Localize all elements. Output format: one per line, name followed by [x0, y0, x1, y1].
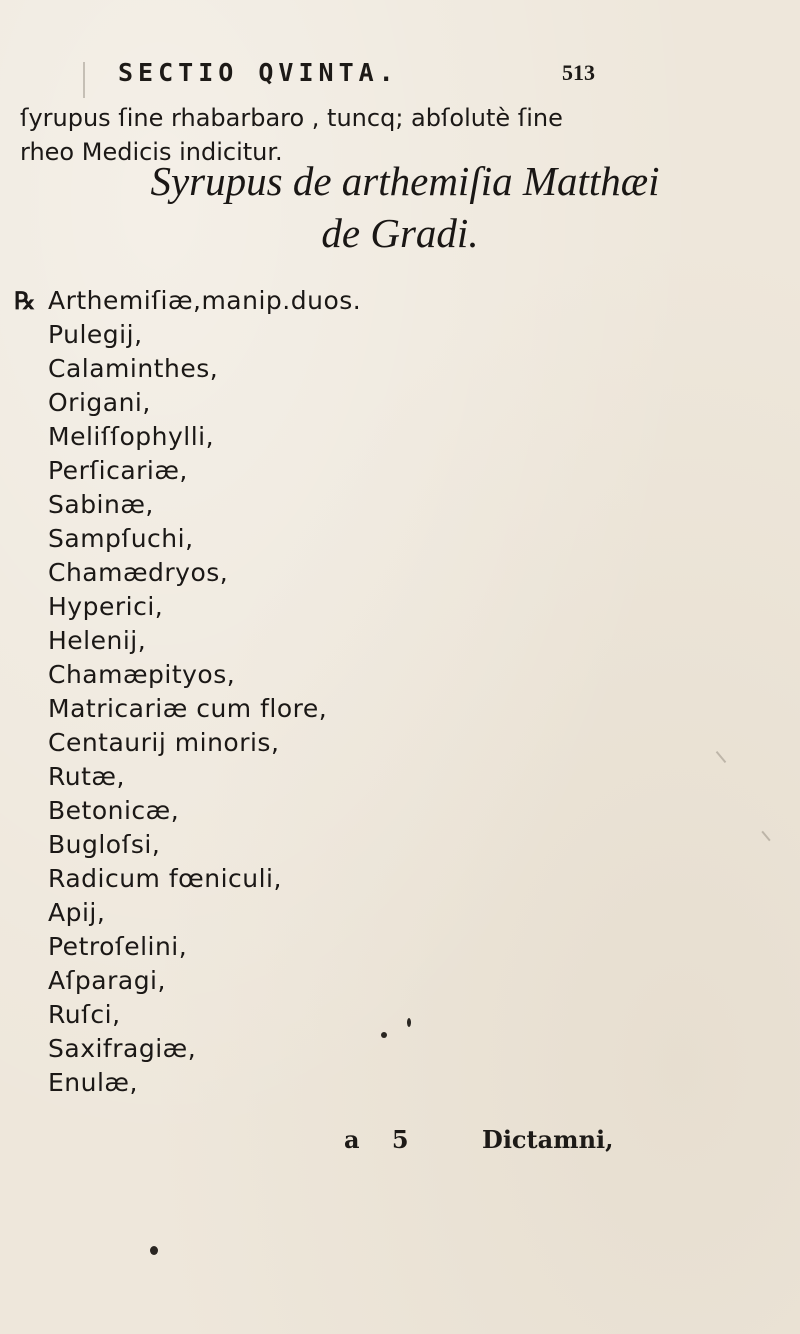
ink-speck — [381, 1032, 387, 1038]
ingredient-item: Chamædryos, — [48, 558, 229, 587]
ingredient-item: Calaminthes, — [48, 354, 219, 383]
ingredient-item: Pulegij, — [48, 320, 143, 349]
ingredient-item: Sabinæ, — [48, 490, 154, 519]
paper-mark — [716, 751, 727, 763]
paper-mark — [83, 62, 85, 98]
ingredient-item: Betonicæ, — [48, 796, 180, 825]
ingredient-item: Chamæpityos, — [48, 660, 236, 689]
page-footer — [0, 1125, 800, 1165]
catchword: Dictamni, — [482, 1125, 614, 1154]
page-header — [0, 58, 800, 98]
recipe-title-line: de Gradi. — [321, 210, 479, 256]
page-number: 513 — [562, 60, 595, 85]
ingredient-item: Petroſelini, — [48, 932, 188, 961]
recipe-title-line: Syrupus de arthemiſia Matthæi — [150, 158, 660, 204]
intro-line: rheo Medicis indicitur. — [20, 138, 283, 166]
recipe-symbol-icon: ℞ — [14, 286, 36, 315]
paper-mark — [761, 831, 770, 841]
ingredient-item: Apij, — [48, 898, 106, 927]
ingredient-item: Sampſuchi, — [48, 524, 194, 553]
ingredient-item: Meliſſophylli, — [48, 422, 215, 451]
ingredient-item: Centaurij minoris, — [48, 728, 280, 757]
ingredient-item: Perſicariæ, — [48, 456, 188, 485]
ingredient-item: Origani, — [48, 388, 151, 417]
signature-mark: a 5 — [344, 1125, 421, 1154]
ingredient-item: Ruſci, — [48, 1000, 121, 1029]
ingredient-item: Saxifragiæ, — [48, 1034, 197, 1063]
running-head: SECTIO QVINTA. — [118, 58, 399, 87]
ingredient-item: Bugloſsi, — [48, 830, 161, 859]
intro-line: ſyrupus ſine rhabarbaro , tuncq; abſolutè ſine — [20, 104, 563, 132]
ink-speck — [150, 1246, 158, 1255]
ingredient-item: Radicum fœniculi, — [48, 864, 282, 893]
ink-speck — [407, 1018, 411, 1027]
recipe-title — [0, 155, 800, 259]
ingredient-item: Aſparagi, — [48, 966, 166, 995]
ingredient-item: Rutæ, — [48, 762, 125, 791]
ingredient-list — [48, 284, 648, 1100]
ingredient-item: Matricariæ cum flore, — [48, 694, 328, 723]
ingredient-item: Hyperici, — [48, 592, 164, 621]
ingredient-item: Enulæ, — [48, 1068, 138, 1097]
ingredient-item: Arthemiſiæ,manip.duos. — [48, 286, 362, 315]
ingredient-item: Helenij, — [48, 626, 147, 655]
